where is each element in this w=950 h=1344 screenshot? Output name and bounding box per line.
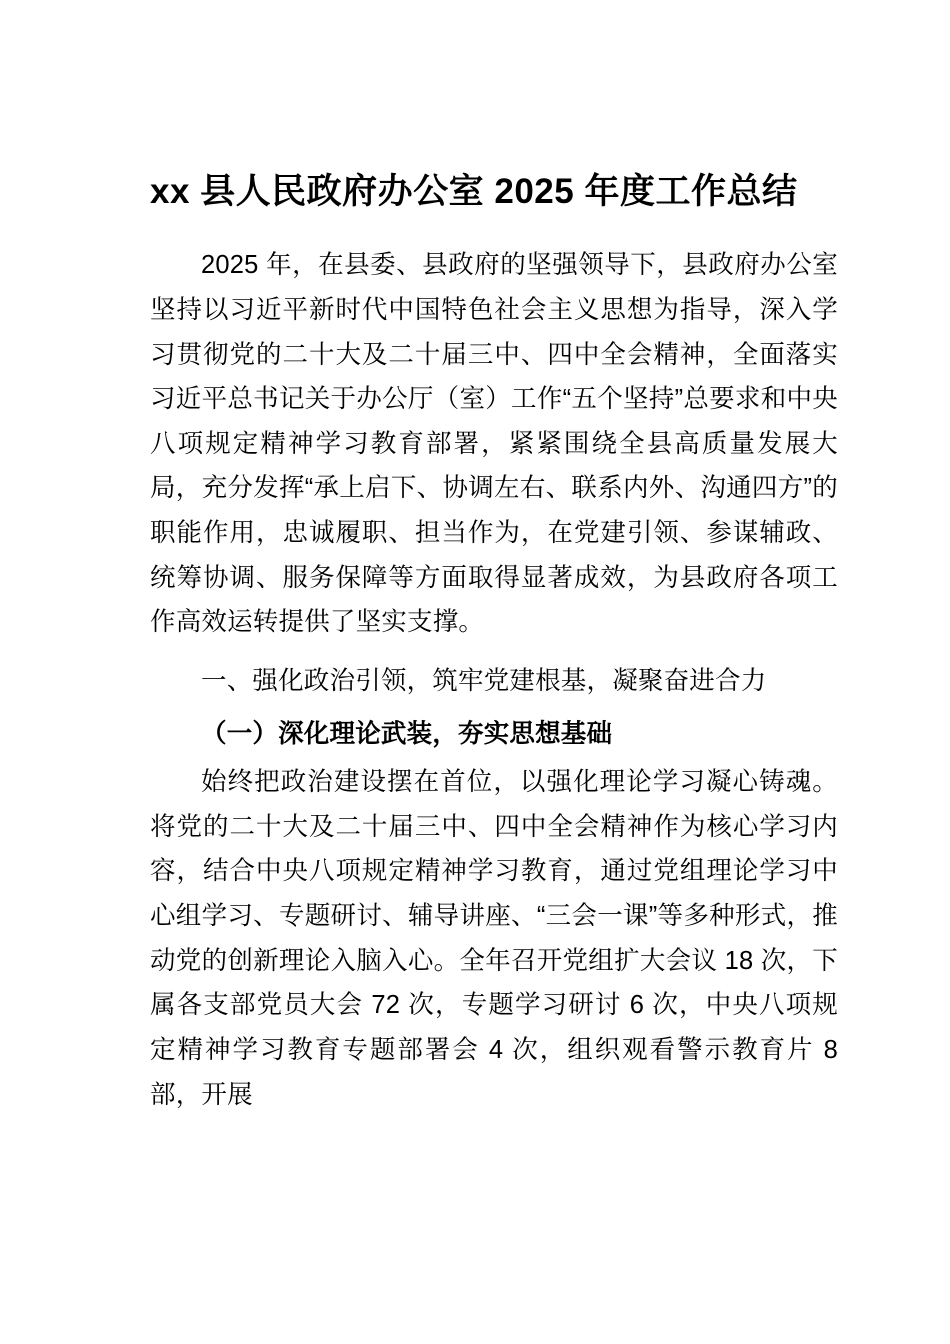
intro-paragraph: 2025 年，在县委、县政府的坚强领导下，县政府办公室坚持以习近平新时代中国特色社会主义思想为指导，深入学习贯彻党的二十大及二十届三中、四中全会精神，全面落实习近平总书记关于办公厅（室）工作“五个坚持”总要求和中央八项规定精神学习教育部署，紧紧围绕全县高质量发展大局，充分发挥“承上启下、协调左右、联系内外、沟通四方”的职能作用，忠诚履职、担当作为，在党建引领、参谋辅政、统筹协调、服务保障等方面取得显著成效，为县政府各项工作高效运转提供了坚实支撑。 [150, 251, 838, 637]
subsection-heading-one: （一）深化理论武装，夯实思想基础 [201, 719, 613, 748]
page-title: xx 县人民政府办公室 2025 年度工作总结 [150, 172, 798, 211]
subsection-one-paragraph: 始终把政治建设摆在首位，以强化理论学习凝心铸魂。将党的二十大及二十届三中、四中全会精神作为核心学习内容，结合中央八项规定精神学习教育，通过党组理论学习中心组学习、专题研讨、辅导讲座、“三会一课”等多种形式，推动党的创新理论入脑入心。全年召开党组扩大会议 18 次，下属各支部党员大会 72 次，专题学习研讨 6 次，中央八项规定精神学习教育专题部署会 4 次，组织观看警示教育片 8 部，开展 [150, 768, 838, 1109]
section-heading-one: 一、强化政治引领，筑牢党建根基，凝聚奋进合力 [201, 666, 767, 695]
